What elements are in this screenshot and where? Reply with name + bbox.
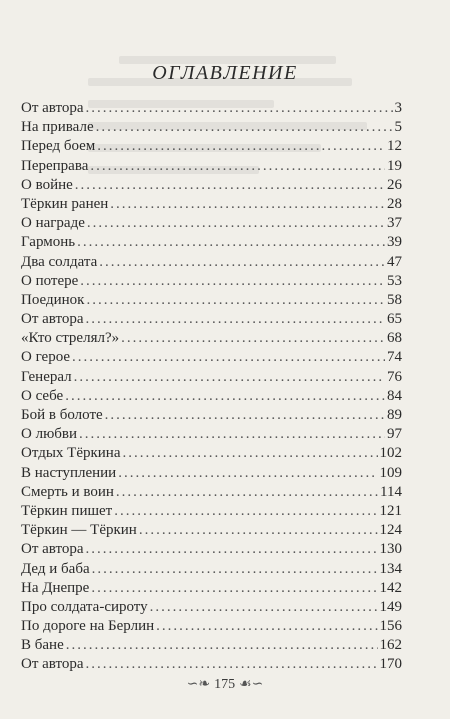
toc-entry-page: 84 [387,387,402,404]
toc-entry-page: 121 [379,502,402,519]
toc-entry-page: 12 [387,138,402,155]
toc-entry [21,214,402,233]
toc-leader-dots [110,195,385,214]
toc-entry-title: На Днепре [21,579,90,596]
toc-entry [21,176,402,195]
toc-leader-dots [77,233,385,252]
toc-entry-title: О потере [21,272,79,289]
toc-entry [21,310,402,329]
toc-entry-title: Дед и баба [21,560,90,577]
toc-entry-title: О войне [21,176,73,193]
toc-entry-page: 130 [379,541,402,558]
toc-entry [21,464,402,483]
toc-entry-page: 124 [379,522,402,539]
toc-entry-title: В бане [21,637,64,654]
toc-entry-page: 37 [387,215,402,232]
toc-entry [21,406,402,425]
toc-entry [21,540,402,559]
toc-entry-page: 76 [387,368,402,385]
toc-leader-dots [96,118,393,137]
toc-entry-title: Тёркин ранен [21,195,109,212]
toc-entry [21,348,402,367]
toc-entry-title: От автора [21,311,84,328]
toc-entry [21,444,402,463]
toc-heading: ОГЛАВЛЕНИЕ [152,62,298,84]
toc-entry [21,157,402,176]
toc-entry-title: Тёркин — Тёркин [21,522,137,539]
toc-entry [21,272,402,291]
toc-entry-page: 53 [387,272,402,289]
toc-leader-dots [150,598,378,617]
toc-entry [21,617,402,636]
toc-leader-dots [122,444,377,463]
toc-entry-title: На привале [21,119,94,136]
toc-entry [21,368,402,387]
toc-entry-title: «Кто стрелял?» [21,330,120,347]
toc-leader-dots [86,540,378,559]
toc-leader-dots [75,176,385,195]
toc-entry-page: 170 [379,656,402,673]
toc-entry [21,425,402,444]
toc-leader-dots [86,291,385,310]
toc-entry [21,118,402,137]
toc-entry-page: 149 [379,598,402,615]
toc-entry-title: Смерть и воин [21,483,114,500]
toc-entry-title: Два солдата [21,253,98,270]
toc-entry [21,483,402,502]
toc-leader-dots [105,406,385,425]
toc-entry [21,195,402,214]
table-of-contents [21,99,402,675]
toc-entry-title: О любви [21,426,78,443]
toc-entry-title: Отдых Тёркина [21,445,121,462]
toc-entry-page: 102 [379,445,402,462]
toc-entry-title: Перед боем [21,138,96,155]
toc-entry-page: 26 [387,176,402,193]
toc-leader-dots [116,483,378,502]
toc-entry-title: Гармонь [21,234,76,251]
toc-entry-page: 39 [387,234,402,251]
toc-entry-page: 68 [387,330,402,347]
toc-entry-title: Тёркин пишет [21,502,113,519]
toc-entry-title: Бой в болоте [21,407,103,423]
toc-leader-dots [121,329,385,348]
toc-entry [21,233,402,252]
toc-entry [21,636,402,655]
toc-leader-dots [72,348,385,367]
toc-entry-title: От автора [21,541,84,558]
toc-entry-page: 114 [380,483,402,500]
toc-entry-page: 47 [387,253,402,270]
toc-entry [21,655,402,674]
toc-entry [21,502,402,521]
toc-leader-dots [90,157,385,176]
toc-entry-page: 65 [387,311,402,328]
toc-entry-page: 3 [394,100,402,116]
toc-entry-page: 19 [387,157,402,174]
toc-entry-title: О себе [21,387,64,404]
toc-entry-page: 28 [387,195,402,212]
toc-entry [21,329,402,348]
page-number: 175 [214,676,236,692]
toc-leader-dots [87,214,385,233]
toc-entry [21,560,402,579]
toc-entry [21,137,402,156]
toc-entry [21,291,402,310]
toc-leader-dots [139,521,378,540]
toc-entry-title: От автора [21,656,84,673]
toc-entry-page: 162 [379,637,402,654]
toc-entry-title: По дороге на Берлин [21,618,155,635]
toc-leader-dots [114,502,377,521]
toc-entry [21,99,402,118]
toc-entry-title: В наступлении [21,464,117,481]
toc-leader-dots [86,655,378,674]
toc-entry-title: Генерал [21,368,72,385]
toc-entry-title: Поединок [21,291,85,308]
toc-leader-dots [99,253,385,272]
toc-leader-dots [97,137,385,156]
toc-leader-dots [86,310,385,329]
toc-entry [21,387,402,406]
toc-entry-page: 142 [379,579,402,596]
toc-leader-dots [79,425,385,444]
toc-leader-dots [91,579,377,598]
ornament-right-icon: ☙∽ [239,677,264,692]
toc-entry-page: 109 [379,464,402,481]
toc-entry-page: 97 [387,426,402,443]
toc-entry-page: 5 [394,119,402,136]
toc-entry-page: 58 [387,291,402,308]
toc-entry-title: О награде [21,215,85,232]
toc-leader-dots [66,636,378,655]
toc-leader-dots [86,99,393,118]
toc-entry-title: От автора [21,100,84,116]
toc-leader-dots [118,464,377,483]
toc-entry [21,579,402,598]
toc-entry-title: О герое [21,349,71,366]
toc-entry-page: 156 [379,618,402,635]
toc-leader-dots [74,368,385,387]
toc-leader-dots [156,617,377,636]
toc-leader-dots [92,560,378,579]
toc-entry [21,598,402,617]
toc-entry-title: Про солдата-сироту [21,598,148,615]
toc-entry-page: 89 [387,407,402,423]
toc-entry-title: Переправа [21,157,89,174]
toc-entry-page: 134 [379,560,402,577]
toc-leader-dots [65,387,385,406]
toc-entry [21,253,402,272]
toc-leader-dots [80,272,385,291]
page-footer [0,676,450,693]
toc-entry [21,521,402,540]
toc-entry-page: 74 [387,349,402,366]
ornament-left-icon: ∽❧ [186,677,211,692]
